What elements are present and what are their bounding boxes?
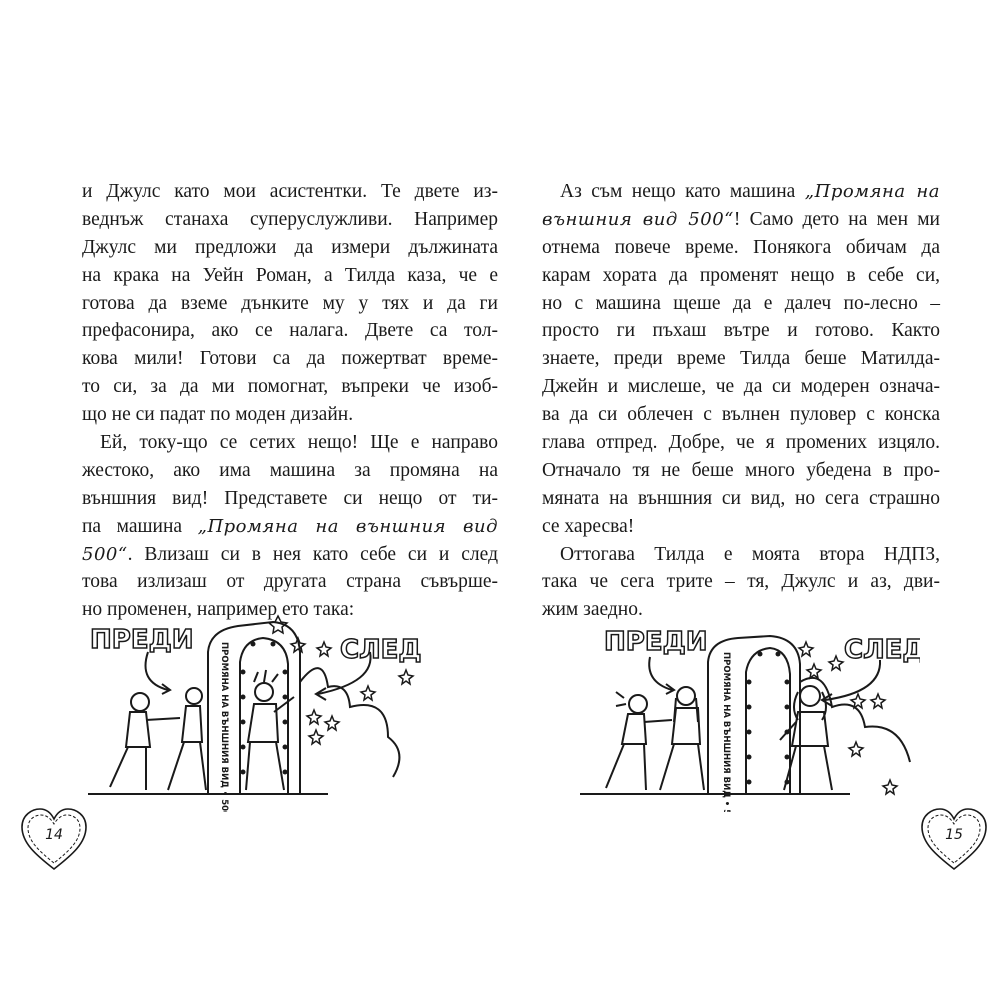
handwritten-machine-name: „Промяна на външния вид [197,515,498,537]
page-number: 14 [45,827,63,843]
text-line: се харесва! [542,515,635,537]
text-line [542,178,940,206]
text-line: Джейн и мислеше, че да си модерен означа- [542,376,940,398]
text-line: но променен, например ето така: [82,599,355,621]
text-line: ва да си облечен с вълнен пуловер с конска [542,404,940,426]
text-line: мяната на външния си вид, но сега страшно [542,487,940,509]
text-line: Отначало тя не беше много убедена в про- [542,459,940,481]
label-after: СЛЕД [844,635,920,665]
text-line: глава отпред. Добре, че я промених изцяло. [542,432,940,454]
label-before: ПРЕДИ [604,627,708,657]
page-number-badge [18,805,90,873]
text-line [82,541,498,569]
text-line: външния вид! Представете си нещо от ти- [82,487,498,509]
text-line: но с машина щеше да е далеч по-лесно – [542,292,940,314]
text-line: що не си падат по моден дизайн. [82,404,354,426]
text-segment: . Влизаш си в нея като себе си и след [127,543,498,565]
right-page [500,0,1000,1000]
right-page-text [542,178,940,624]
label-before: ПРЕДИ [90,625,194,655]
machine-drawing [560,612,920,812]
text-line: кова мили! Готови са да пожертват време- [82,348,498,370]
text-segment: Аз съм нещо като машина [560,181,805,202]
text-line: префасонира, ако се налага. Двете са тол- [82,320,498,342]
text-line: Ей, току-що се сетих нещо! Ще е направо [100,432,498,454]
page-number: 15 [945,827,963,843]
handwritten-machine-name: 500“ [82,543,128,565]
before-after-illustration-left [88,612,438,817]
text-line: карам хората да променят нещо в себе си, [542,264,940,286]
text-line: Джулс ми предложи да измери дължината [82,236,498,258]
arch-label: ПРОМЯНА НА ВЪНШНИЯ ВИД • 500 [721,652,731,812]
text-line: веднъж станаха суперуслужливи. Например [82,208,498,230]
before-after-illustration-right [560,612,920,817]
text-line: жестоко, ако има машина за промяна на [82,459,498,481]
text-segment: па машина [82,515,198,537]
text-line [542,206,940,234]
text-line: знаете, преди време Тилда беше Матилда- [542,348,940,370]
text-line: просто ги пъхаш вътре и готово. Както [542,320,940,342]
text-line: и Джулс като мои асистентки. Те двете из- [82,181,498,202]
text-line [82,513,498,541]
machine-drawing [88,612,438,812]
text-line: Оттогава Тилда е моята втора НДПЗ, [560,543,940,565]
page-number-badge [918,805,990,873]
text-line: жим заедно. [542,599,643,621]
text-line: така че сега трите – тя, Джулс и аз, дви- [542,571,940,593]
left-page-text [82,178,498,624]
text-line: отнема повече време. Понякога обичам да [542,236,940,258]
text-line: то си, за да ми помогнат, въпреки че изоб- [82,376,498,398]
handwritten-machine-name: „Промяна на [804,181,941,202]
text-line: това излизаш от другата страна съвърше- [82,571,498,593]
label-after: СЛЕД [340,635,422,665]
text-line: на крака на Уейн Роман, а Тилда каза, че е [82,264,498,286]
handwritten-machine-name: външния вид 500“ [542,208,734,230]
text-segment: ! Само дето на мен ми [733,208,940,230]
arch-label: ПРОМЯНА НА ВЪНШНИЯ ВИД • 500 [219,642,229,812]
text-line: готова да вземе дънките му у тях и да ги [82,292,498,314]
